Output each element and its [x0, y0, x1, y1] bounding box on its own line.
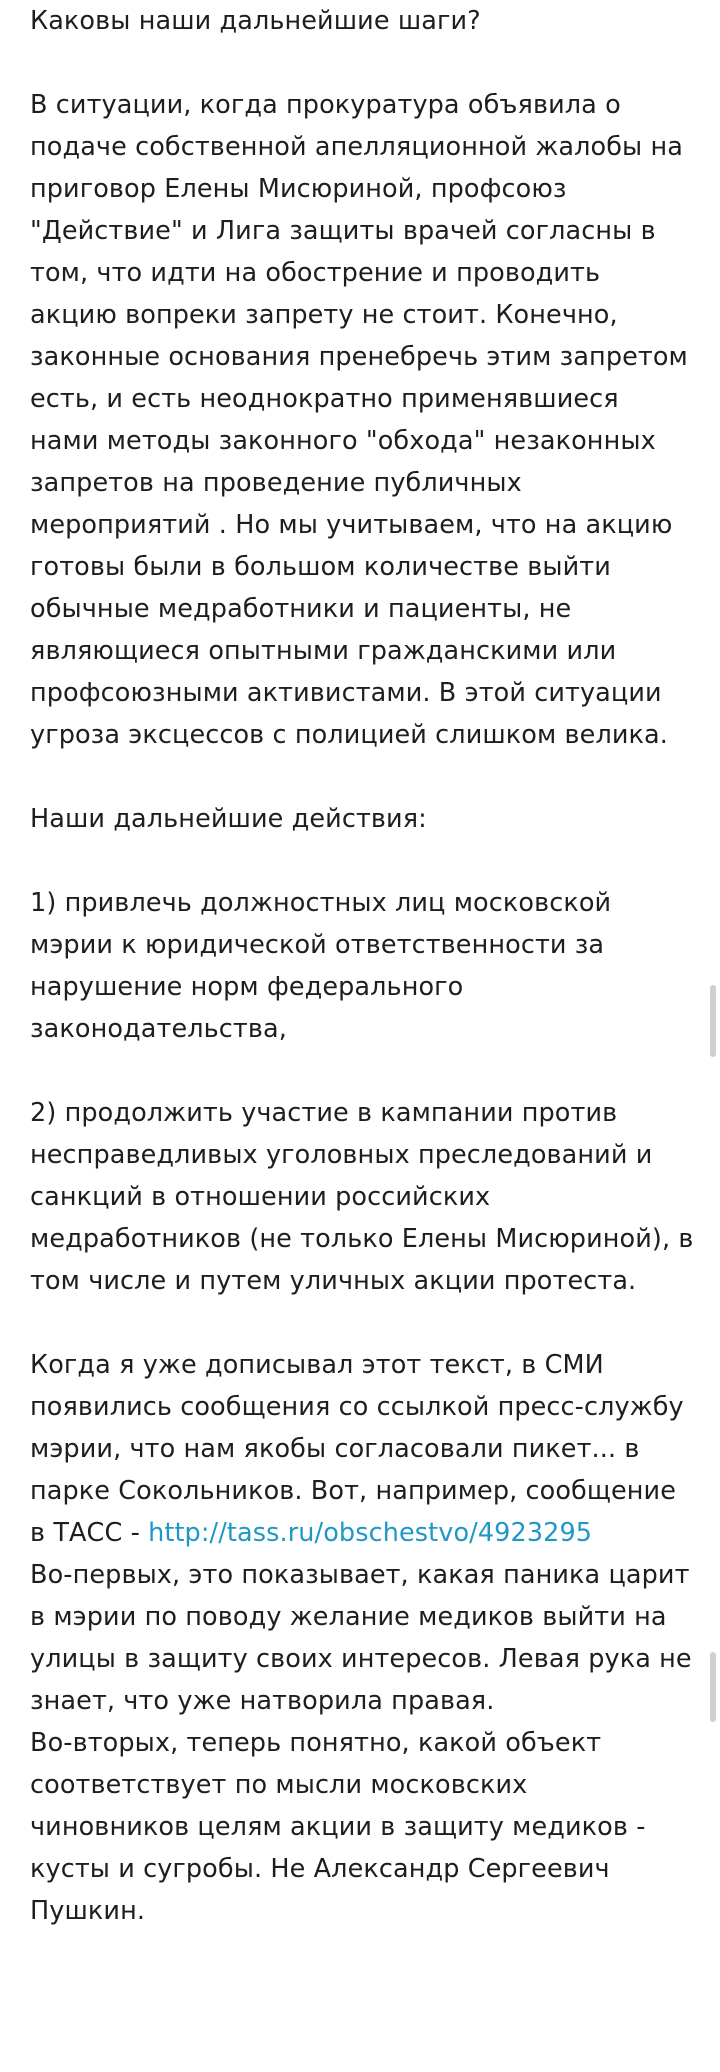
article-heading: Каковы наши дальнейшие шаги?	[30, 6, 481, 36]
paragraph-next-actions-title: Наши дальнейшие действия:	[30, 804, 427, 834]
paragraph-action-1: 1) привлечь должностных лиц московской мэрии к юридической ответственности за нарушение норм федерального законодательства,	[30, 888, 612, 1044]
scrollbar-thumb[interactable]	[710, 1652, 716, 1722]
paragraph-first-point: Во-первых, это показывает, какая паника царит в мэрии по поводу желание медиков выйти на улицы в защиту своих интересов. Левая рука не знает, что уже натворила правая.	[30, 1560, 692, 1716]
paragraph-second-point: Во-вторых, теперь понятно, какой объект соответствует по мысли московских чиновников целям акции в защиту медиков - кусты и сугробы. Не Александр Сергеевич Пушкин.	[30, 1728, 646, 1926]
paragraph-action-2: 2) продолжить участие в кампании против несправедливых уголовных преследований и санкций в отношении российских медработников (не только Елены Мисюриной), в том числе и путем уличных акции протеста.	[30, 1098, 694, 1296]
tass-link[interactable]: http://tass.ru/obschestvo/4923295	[148, 1518, 593, 1548]
paragraph-gap	[30, 756, 694, 798]
paragraph-situation: В ситуации, когда прокуратура объявила о подаче собственной апелляционной жалобы на приговор Елены Мисюриной, профсоюз "Действие" и Лига защиты врачей согласны в том, что идти на обострение и проводить акцию вопреки запрету не стоит. Конечно, законные основания пренебречь этим запретом есть, и есть неоднократно применявшиеся нами методы законного "обхода" незаконных запретов на проведение публичных мероприятий . Но мы учитываем, что на акцию готовы были в большом количестве выйти обычные медработники и пациенты, не являющиеся опытными гражданскими или профсоюзными активистами. В этой ситуации угроза эксцессов с полицией слишком велика.	[30, 90, 688, 750]
paragraph-gap	[30, 1050, 694, 1092]
scrollbar-thumb[interactable]	[710, 985, 716, 1057]
paragraph-gap	[30, 42, 694, 84]
paragraph-media-reports	[30, 1344, 694, 1554]
paragraph-gap	[30, 840, 694, 882]
article-body	[30, 0, 694, 1932]
media-reports-text: Когда я уже дописывал этот текст, в СМИ появились сообщения со ссылкой пресс-службу мэрии, что нам якобы согласовали пикет... в парке Сокольников. Вот, например, сообщение в ТАСС -	[30, 1350, 684, 1548]
paragraph-gap	[30, 1302, 694, 1344]
